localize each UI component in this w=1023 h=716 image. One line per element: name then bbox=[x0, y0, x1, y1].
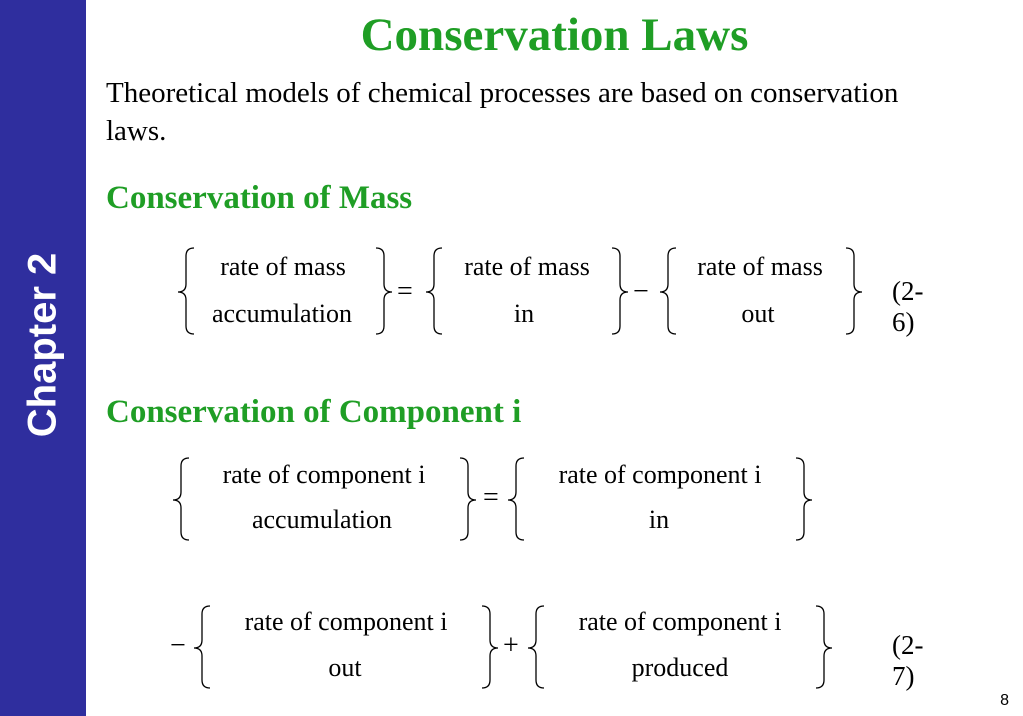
chapter-label: Chapter 2 bbox=[20, 252, 65, 438]
component-minus: − bbox=[170, 630, 186, 661]
mass-accum-line2: accumulation bbox=[211, 299, 353, 328]
component-out-line2: out bbox=[328, 653, 362, 682]
component-produced-line1: rate of component i bbox=[578, 607, 782, 636]
intro-text: Theoretical models of chemical processes are based on conservation laws. bbox=[106, 77, 899, 147]
equation-number-2-6: (2-6) bbox=[892, 276, 924, 337]
component-equals: = bbox=[483, 482, 499, 513]
mass-in-line1: rate of mass bbox=[464, 252, 590, 281]
component-in-line2: in bbox=[648, 505, 670, 534]
slide-title: Conservation Laws bbox=[360, 9, 749, 61]
component-accum-line2: accumulation bbox=[251, 505, 393, 534]
equation-number-2-7: (2-7) bbox=[892, 630, 924, 691]
page-number: 8 bbox=[1000, 692, 1009, 709]
component-out-line1: rate of component i bbox=[244, 607, 448, 636]
component-produced-line2: produced bbox=[631, 653, 729, 682]
component-heading: Conservation of Component i bbox=[106, 394, 522, 430]
mass-accum-line1: rate of mass bbox=[220, 252, 346, 281]
component-plus: + bbox=[503, 630, 519, 661]
component-in-line1: rate of component i bbox=[558, 460, 762, 489]
mass-heading: Conservation of Mass bbox=[106, 180, 413, 216]
mass-equals: = bbox=[397, 276, 413, 307]
mass-out-line2: out bbox=[741, 299, 775, 328]
component-accum-line1: rate of component i bbox=[222, 460, 426, 489]
mass-in-line2: in bbox=[513, 299, 535, 328]
mass-out-line1: rate of mass bbox=[697, 252, 823, 281]
mass-minus: − bbox=[633, 276, 649, 307]
